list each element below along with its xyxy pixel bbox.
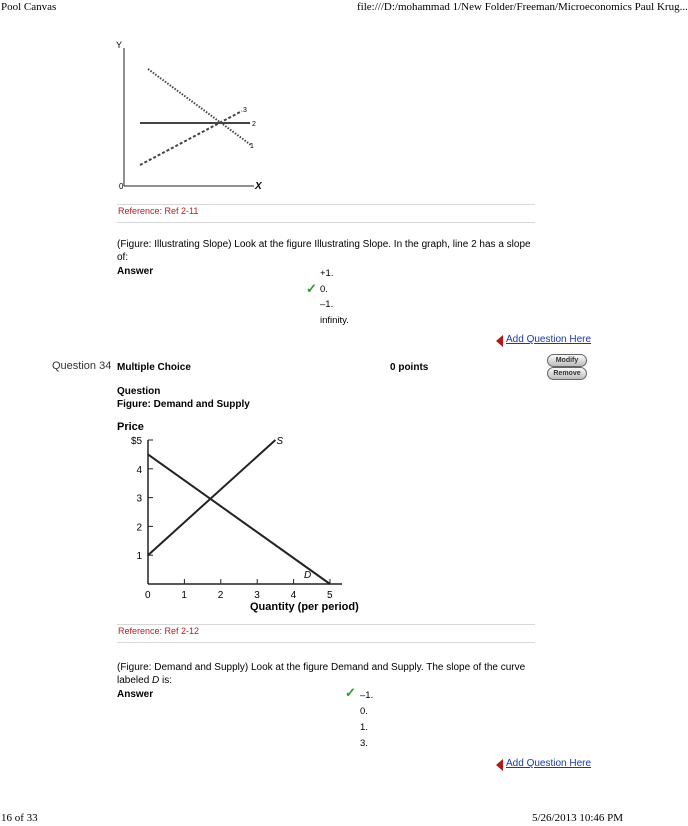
q33-question-text: (Figure: Illustrating Slope) Look at the figure Illustrating Slope. In the graph, line 2 has a slope of: <box>117 239 531 263</box>
q34-option-c[interactable]: 1. <box>360 722 368 733</box>
q34-answer-label: Answer <box>117 689 154 700</box>
remove-button[interactable]: Remove <box>547 367 587 380</box>
x-tick-label-4: 4 <box>290 590 297 601</box>
series-label-D: D <box>304 570 312 581</box>
print-header-url: file:///D:/mohammad 1/New Folder/Freeman/Microeconomics Paul Krug... <box>357 1 688 13</box>
q34-correct-checkmark-icon: ✓ <box>345 685 356 700</box>
fig1-y-label: Y <box>116 40 123 50</box>
q34-option-d[interactable]: 3. <box>360 738 368 749</box>
x-tick-label-0: 0 <box>145 590 151 601</box>
q34-question-label: Question <box>117 386 161 397</box>
q33-option-d[interactable]: infinity. <box>320 315 349 326</box>
modify-button[interactable]: Modify <box>547 354 587 367</box>
fig1-label-3: 3 <box>243 107 247 114</box>
q34-option-b[interactable]: 0. <box>360 706 368 717</box>
q34-figure-title: Figure: Demand and Supply <box>117 399 250 410</box>
series-label-S: S <box>276 436 284 447</box>
series-line-S <box>148 440 275 555</box>
figure-illustrating-slope <box>112 38 272 193</box>
x-tick-label-1: 1 <box>181 590 187 601</box>
q33-correct-checkmark-icon: ✓ <box>306 281 317 296</box>
q33-reference: Reference: Ref 2-11 <box>118 206 199 216</box>
q33-reference-divider <box>117 222 535 223</box>
q33-add-arrow-icon <box>496 335 503 347</box>
fig1-x-label: X <box>255 181 262 192</box>
y-tick-label-3: 3 <box>136 493 143 505</box>
q34-reference-divider-top <box>117 624 535 625</box>
x-tick-label-2: 2 <box>217 590 224 601</box>
fig1-origin: 0 <box>119 182 124 191</box>
q33-add-question-link[interactable]: Add Question Here <box>506 334 592 345</box>
chart-x-label: Quantity (per period) <box>250 601 359 613</box>
y-tick-label-2: 2 <box>136 522 143 534</box>
q33-option-c[interactable]: –1. <box>320 299 334 310</box>
q33-reference-divider-top <box>117 204 535 205</box>
q33-option-b[interactable]: 0. <box>320 284 328 295</box>
q34-question-text-end: is: <box>159 675 173 686</box>
x-tick-label-5: 5 <box>327 590 333 601</box>
q33-answer-label: Answer <box>117 266 154 277</box>
q34-reference: Reference: Ref 2-12 <box>118 626 200 636</box>
q34-question-text <box>117 661 535 687</box>
q34-add-question-link[interactable]: Add Question Here <box>506 758 592 769</box>
fig1-label-1: 1 <box>250 143 254 150</box>
y-tick-label-4: 4 <box>136 464 143 476</box>
q34-number: Question 34 <box>52 360 112 372</box>
y-tick-label-1: 1 <box>136 551 143 563</box>
x-tick-label-3: 3 <box>254 590 260 601</box>
print-header-title: Pool Canvas <box>1 1 57 13</box>
q33-option-a[interactable]: +1. <box>320 268 334 279</box>
demand-supply-chart <box>112 418 372 618</box>
fig1-line-3 <box>140 111 242 165</box>
q34-option-a[interactable]: –1. <box>360 690 374 701</box>
q34-reference-divider <box>117 642 535 643</box>
q34-type: Multiple Choice <box>117 362 191 373</box>
chart-y-label: Price <box>117 421 144 433</box>
fig1-label-2: 2 <box>252 121 256 128</box>
q34-points: 0 points <box>390 362 429 373</box>
y-tick-label-5: $5 <box>131 436 143 447</box>
q34-add-arrow-icon <box>496 759 503 771</box>
print-footer-page: 16 of 33 <box>1 812 38 824</box>
print-footer-datetime: 5/26/2013 10:46 PM <box>532 812 624 824</box>
q34-question-text-start: (Figure: Demand and Supply) Look at the figure Demand and Supply. The slope of the curve labeled <box>117 662 526 686</box>
q34-question-text-curve: D <box>152 675 160 686</box>
